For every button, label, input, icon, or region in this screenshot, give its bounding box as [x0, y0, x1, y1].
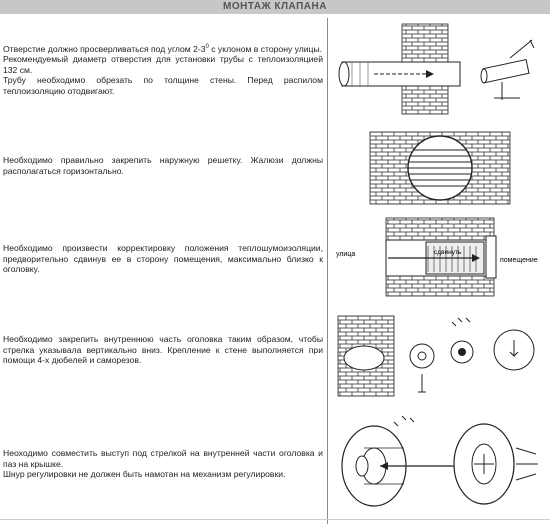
step-3-text: Необходимо произвести корректировку положения теплошумоизоляции, предворительно сдвинув ее в сторону помещения, максимально близко к оголовку.: [3, 243, 323, 274]
step-1-text: Отверстие должно просверливаться под углом $2-3^0$ с уклоном в сторону улицы. Рекомендуемый диаметр отверстия для установки трубы с теплоизоляцией 132 см. Трубу необходимо обрезать по толщине стены. Перед распилом теплоизоляцию отодвигают.: [3, 43, 323, 96]
step-2-text: Необходимо правильно закрепить наружную решетку. Жалюзи должны располагаться горизонтально.: [3, 155, 323, 176]
step-5-illustration: [334, 408, 546, 518]
label-shift: сдвинуть: [434, 249, 462, 256]
step-5-text: Неоходимо совместить выступ под стрелкой на внутренней части оголовка и паз на крышке. Шнур регулировки не должен быть намотан на механизм регулировки.: [3, 448, 323, 479]
section-title: МОНТАЖ КЛАПАНА: [223, 1, 327, 12]
step-4-illustration: [334, 312, 546, 400]
column-divider: [327, 18, 328, 524]
step-2-illustration: [334, 128, 546, 208]
section-header: [0, 0, 550, 14]
step-4-text: Необходимо закрепить внутреннюю часть оголовка таким образом, чтобы стрелка указывала вертикально вниз. Крепление к стене выполняется при помощи 4-х дюбелей и саморезов.: [3, 334, 323, 365]
step-1-illustration: [334, 18, 546, 118]
label-street: улица: [336, 251, 356, 258]
label-room: помещение: [500, 257, 538, 264]
step-3-illustration: [334, 212, 546, 302]
bottom-border: [0, 519, 550, 520]
